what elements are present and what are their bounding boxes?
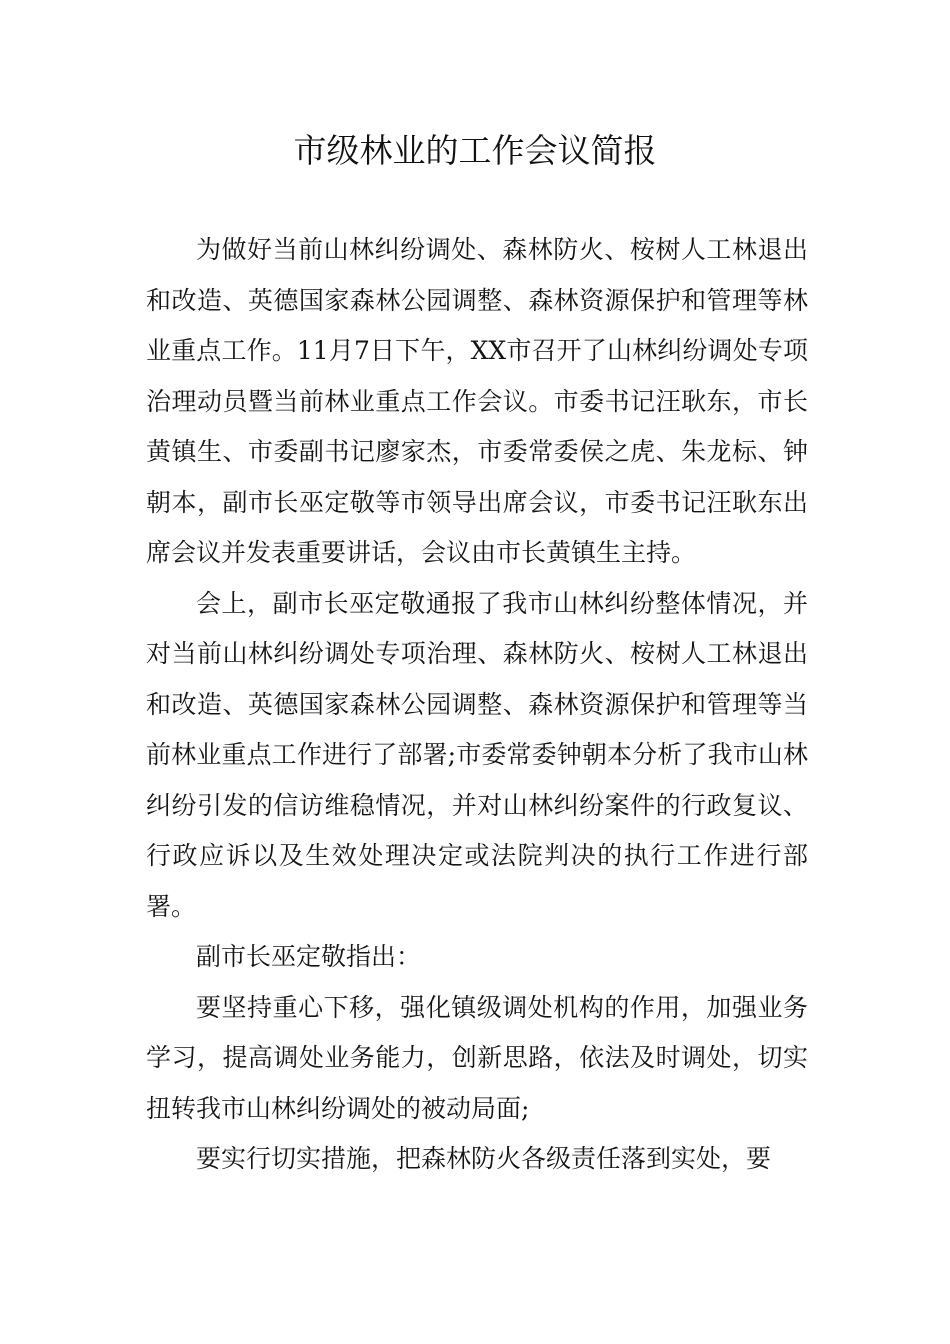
paragraph-intro: 为做好当前山林纠纷调处、森林防火、桉树人工林退出和改造、英德国家森林公园调整、森林资源保护和管理等林业重点工作。11月7日下午，XX市召开了山林纠纷调处专项治理动员暨当前林业重点工作会议。市委书记汪耿东，市长黄镇生、市委副书记廖家杰，市委常委侯之虎、朱龙标、钟朝本，副市长巫定敬等市领导出席会议，市委书记汪耿东出席会议并发表重要讲话，会议由市长黄镇生主持。 — [146, 235, 808, 567]
document-body — [146, 225, 808, 1185]
document-title: 市级林业的工作会议简报 — [293, 131, 657, 170]
paragraph-point-fire-prevention: 要实行切实措施，把森林防火各级责任落到实处，要 — [196, 1144, 772, 1173]
paragraph-remarks-lead: 副市长巫定敬指出： — [196, 942, 422, 971]
paragraph-meeting-report: 会上，副市长巫定敬通报了我市山林纠纷整体情况，并对当前山林纠纷调处专项治理、森林防火、桉树人工林退出和改造、英德国家森林公园调整、森林资源保护和管理等当前林业重点工作进行了部署;市委常委钟朝本分析了我市山林纠纷引发的信访维稳情况，并对山林纠纷案件的行政复议、行政应诉以及生效处理决定或法院判决的执行工作进行部署。 — [146, 588, 808, 921]
paragraph-point-mediation: 要坚持重心下移，强化镇级调处机构的作用，加强业务学习，提高调处业务能力，创新思路，依法及时调处，切实扭转我市山林纠纷调处的被动局面; — [146, 992, 808, 1123]
